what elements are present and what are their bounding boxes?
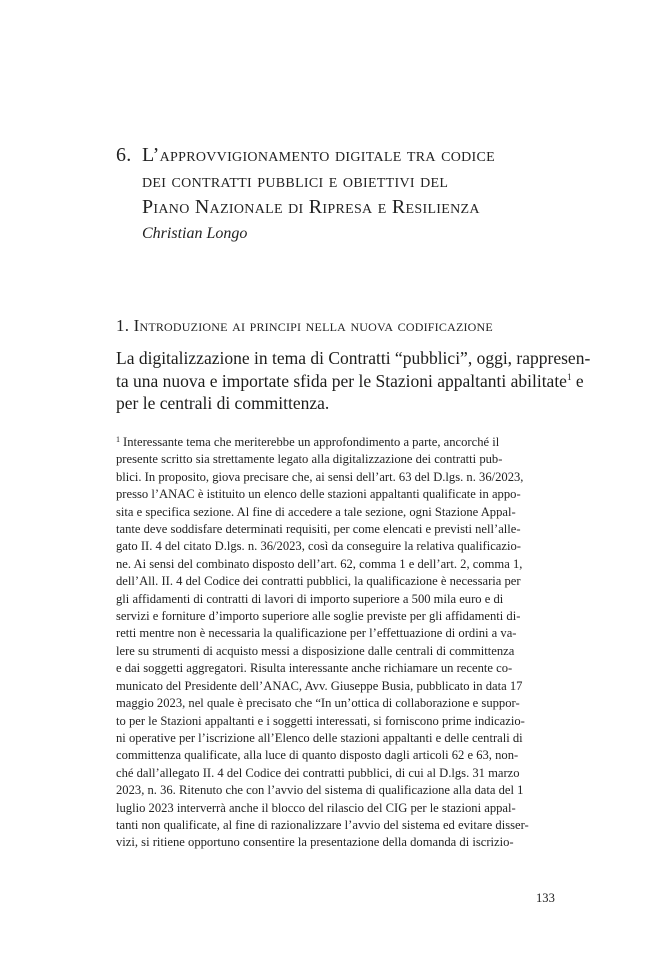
chapter-author: Christian Longo <box>142 225 248 242</box>
footnote-line: servizi e forniture d’importo superiore alle soglie previste per gli affidamenti di- <box>116 609 521 624</box>
footnote-number: 1 <box>116 435 120 444</box>
footnote-line: dell’All. II. 4 del Codice dei contratti pubblici, la qualificazione è necessaria per <box>116 574 521 589</box>
lead-line-text: ta una nuova e importate sfida per le Stazioni appaltanti abilitate <box>116 370 567 391</box>
footnote-line: gli affidamenti di contratti di lavori di importo superiore a 500 mila euro e di <box>116 591 504 606</box>
footnote-line: tanti non qualificate, al fine di razionalizzare l’avvio del sistema ed evitare disser- <box>116 817 529 832</box>
chapter-number: 6. <box>116 144 132 166</box>
footnote-line: vizi, si ritiene opportuno consentire la presentazione della domanda di iscrizio- <box>116 835 514 850</box>
chapter-title-line: Piano Nazionale di Ripresa e Resilienza <box>142 196 480 218</box>
chapter-title-line: L’approvvigionamento digitale tra codice <box>142 144 495 166</box>
footnote-line: gato II. 4 del citato D.lgs. n. 36/2023, così da conseguire la relativa qualificazio- <box>116 539 521 554</box>
chapter-heading <box>116 142 556 220</box>
footnote-line: presso l’ANAC è istituito un elenco delle stazioni appaltanti qualificate in appo- <box>116 487 521 502</box>
lead-line: per le centrali di committenza. <box>116 393 330 413</box>
footnote-line: maggio 2023, nel quale è precisato che “In un’ottica di collaborazione e suppor- <box>116 696 520 711</box>
lead-line: La digitalizzazione in tema di Contratti “pubblici”, oggi, rappresen- <box>116 348 591 368</box>
lead-paragraph <box>116 347 591 415</box>
footnote <box>116 434 562 852</box>
lead-line <box>116 370 584 393</box>
chapter-title-line: dei contratti pubblici e obiettivi del <box>142 170 449 192</box>
footnote-line <box>116 434 562 451</box>
lead-line-tail: e <box>571 370 584 391</box>
footnote-line: 2023, n. 36. Ritenuto che con l’avvio del sistema di qualificazione alla data del 1 <box>116 783 524 798</box>
footnote-line: tante deve soddisfare determinati requisiti, per come elencati e previsti nell’alle- <box>116 522 521 537</box>
footnote-line: committenza qualificate, alla luce di quanto disposto dagli articoli 62 e 63, non- <box>116 748 519 763</box>
footnote-line-text: Interessante tema che meriterebbe un approfondimento a parte, ancorché il <box>123 435 500 449</box>
footnote-line: retti mentre non è necessaria la qualificazione per l’effettuazione di ordini a va- <box>116 626 517 641</box>
page-number: 133 <box>536 891 555 905</box>
footnote-line: ché dall’allegato II. 4 del Codice dei contratti pubblici, di cui al D.lgs. 31 marzo <box>116 765 520 780</box>
footnote-line: ne. Ai sensi del combinato disposto dell’art. 62, comma 1 e dell’art. 2, comma 1, <box>116 556 523 571</box>
footnote-line: blici. In proposito, giova precisare che, ai sensi dell’art. 63 del D.lgs. n. 36/2023, <box>116 469 524 484</box>
footnote-line: lere su strumenti di acquisto messi a disposizione dalle centrali di committenza <box>116 643 515 658</box>
section-title: 1. Introduzione ai principi nella nuova codificazione <box>116 316 493 335</box>
footnote-line: to per le Stazioni appaltanti e i soggetti interessati, si forniscono prime indicazio- <box>116 713 525 728</box>
footnote-reference[interactable]: 1 <box>566 371 572 382</box>
footnote-line: presente scritto sia strettamente legato alla digitalizzazione dei contratti pub- <box>116 452 503 467</box>
chapter-title <box>142 142 556 220</box>
footnote-line: e dai soggetti aggregatori. Risulta interessante anche richiamare un recente co- <box>116 661 513 676</box>
footnote-line: municato del Presidente dell’ANAC, Avv. Giuseppe Busia, pubblicato in data 17 <box>116 678 523 693</box>
footnote-line: sita e specifica sezione. Al fine di accedere a tale sezione, ogni Stazione Appal- <box>116 504 516 519</box>
footnote-line: luglio 2023 interverrà anche il blocco del rilascio del CIG per le stazioni appal- <box>116 800 516 815</box>
footnote-line: ni operative per l’iscrizione all’Elenco delle stazioni appaltanti e delle centrali di <box>116 730 523 745</box>
